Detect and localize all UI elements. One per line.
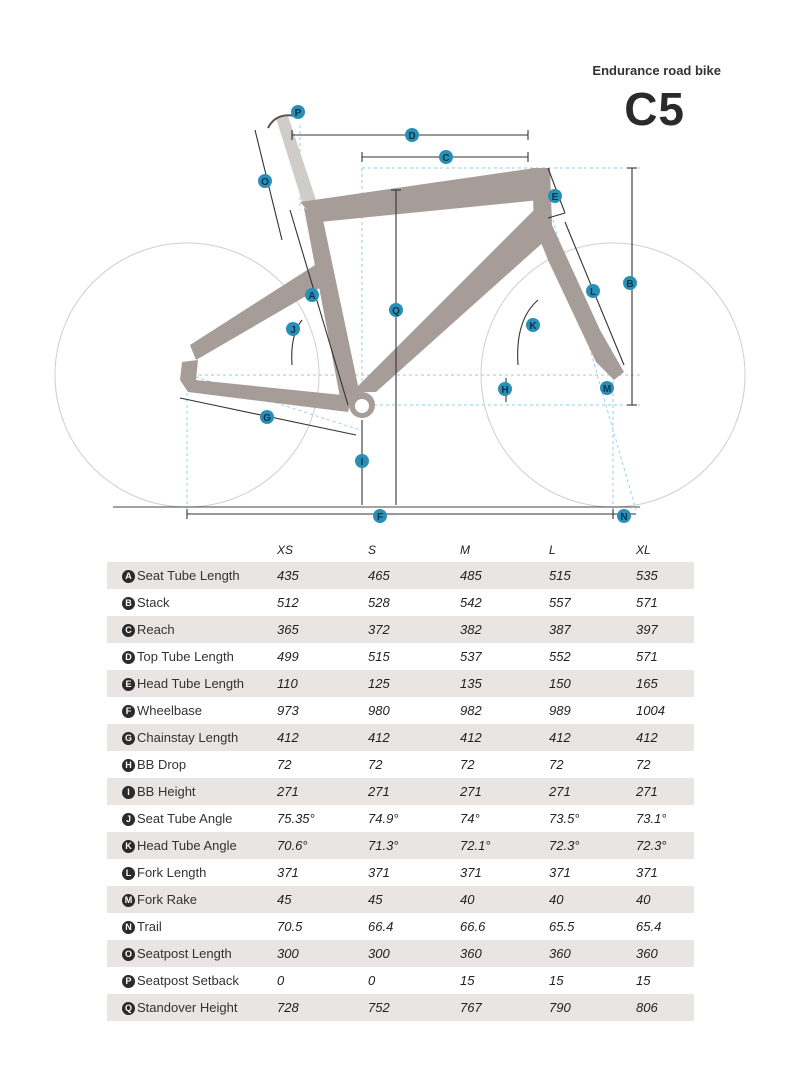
row-label-cell bbox=[107, 805, 277, 832]
value-cell: 74.9° bbox=[368, 811, 399, 826]
row-key-badge: H bbox=[122, 759, 135, 772]
row-key-badge: J bbox=[122, 813, 135, 826]
row-label: BB Height bbox=[137, 784, 196, 799]
value-cell: 371 bbox=[277, 865, 299, 880]
value-cell: 300 bbox=[368, 940, 460, 967]
row-label-cell bbox=[107, 643, 277, 670]
row-label: Trail bbox=[137, 919, 162, 934]
table-row bbox=[107, 940, 694, 967]
svg-text:M: M bbox=[602, 384, 612, 395]
svg-text:E: E bbox=[551, 192, 559, 203]
value-cell: 110 bbox=[277, 670, 368, 697]
row-label: Fork Length bbox=[137, 865, 207, 880]
value-cell: 15 bbox=[549, 973, 564, 988]
table-row bbox=[107, 589, 694, 616]
table-row bbox=[107, 832, 694, 859]
row-key-badge: E bbox=[122, 678, 135, 691]
row-label: Stack bbox=[137, 595, 170, 610]
value-cell: 1004 bbox=[636, 703, 665, 718]
table-row bbox=[107, 670, 694, 697]
value-cell: 72 bbox=[277, 757, 292, 772]
value-cell: 45 bbox=[368, 886, 460, 913]
table-row bbox=[107, 886, 694, 913]
value-cell: 512 bbox=[277, 595, 299, 610]
value-cell: 271 bbox=[636, 778, 694, 805]
row-label: Standover Height bbox=[137, 1000, 238, 1015]
value-cell: 271 bbox=[549, 778, 636, 805]
marker-p bbox=[291, 105, 305, 119]
subtitle: Endurance road bike bbox=[592, 63, 721, 78]
value-cell: 65.5 bbox=[549, 919, 575, 934]
value-cell: 535 bbox=[636, 562, 694, 589]
value-cell: 72.3° bbox=[636, 832, 694, 859]
frame bbox=[180, 168, 624, 418]
value-cell: 372 bbox=[368, 616, 460, 643]
value-cell: 571 bbox=[636, 595, 658, 610]
size-header: XL bbox=[636, 543, 651, 557]
row-label-cell bbox=[107, 589, 277, 616]
value-cell: 45 bbox=[277, 886, 368, 913]
row-label-cell bbox=[107, 670, 277, 697]
row-label-cell bbox=[107, 697, 277, 724]
value-cell: 40 bbox=[460, 886, 549, 913]
table-header-row bbox=[107, 538, 694, 562]
value-cell: 371 bbox=[549, 865, 571, 880]
table-row bbox=[107, 778, 694, 805]
value-cell: 767 bbox=[460, 994, 549, 1021]
row-label-cell bbox=[107, 940, 277, 967]
value-cell: 557 bbox=[549, 595, 571, 610]
svg-text:G: G bbox=[263, 413, 271, 424]
row-key-badge: P bbox=[122, 975, 135, 988]
value-cell: 728 bbox=[277, 994, 368, 1021]
value-cell: 0 bbox=[277, 973, 285, 988]
row-label-cell bbox=[107, 886, 277, 913]
row-key-badge: O bbox=[122, 948, 135, 961]
svg-text:B: B bbox=[626, 279, 634, 290]
value-cell: 65.4 bbox=[636, 919, 662, 934]
row-label-cell bbox=[107, 913, 277, 940]
value-cell: 135 bbox=[460, 670, 549, 697]
table-row bbox=[107, 697, 694, 724]
value-cell: 72.3° bbox=[549, 832, 636, 859]
row-key-badge: A bbox=[122, 570, 135, 583]
value-cell: 15 bbox=[636, 973, 651, 988]
value-cell: 73.5° bbox=[549, 811, 580, 826]
value-cell: 72 bbox=[368, 757, 383, 772]
row-label: Head Tube Angle bbox=[137, 838, 237, 853]
marker-m bbox=[600, 381, 614, 395]
marker-l bbox=[586, 284, 600, 298]
row-label: Fork Rake bbox=[137, 892, 197, 907]
row-key-badge: D bbox=[122, 651, 135, 664]
value-cell: 271 bbox=[277, 778, 368, 805]
row-label: Seat Tube Length bbox=[137, 568, 240, 583]
row-label: Wheelbase bbox=[137, 703, 203, 718]
value-cell: 360 bbox=[549, 940, 636, 967]
svg-text:H: H bbox=[501, 385, 509, 396]
row-key-badge: I bbox=[122, 786, 135, 799]
svg-text:Q: Q bbox=[392, 306, 400, 317]
value-cell: 271 bbox=[368, 778, 460, 805]
table-row bbox=[107, 724, 694, 751]
geometry-table bbox=[107, 538, 694, 1021]
value-cell: 66.6 bbox=[460, 919, 486, 934]
value-cell: 74° bbox=[460, 811, 480, 826]
row-key-badge: G bbox=[122, 732, 135, 745]
row-label: BB Drop bbox=[137, 757, 187, 772]
size-header: M bbox=[460, 543, 470, 557]
value-cell: 485 bbox=[460, 562, 549, 589]
marker-b bbox=[623, 276, 637, 290]
svg-text:D: D bbox=[408, 131, 416, 142]
size-header: L bbox=[549, 543, 556, 557]
value-cell: 360 bbox=[636, 940, 694, 967]
value-cell: 72 bbox=[549, 757, 564, 772]
marker-o bbox=[258, 174, 272, 188]
marker-c bbox=[439, 150, 453, 164]
row-label: Reach bbox=[137, 622, 175, 637]
value-cell: 387 bbox=[549, 616, 636, 643]
value-cell: 75.35° bbox=[277, 811, 315, 826]
size-header: XS bbox=[277, 543, 294, 557]
value-cell: 73.1° bbox=[636, 811, 667, 826]
value-cell: 70.6° bbox=[277, 832, 368, 859]
marker-k bbox=[526, 318, 540, 332]
value-cell: 528 bbox=[368, 595, 390, 610]
marker-j bbox=[286, 322, 300, 336]
value-cell: 752 bbox=[368, 994, 460, 1021]
value-cell: 371 bbox=[636, 865, 658, 880]
svg-text:L: L bbox=[589, 287, 597, 298]
row-label-cell bbox=[107, 859, 277, 886]
value-cell: 40 bbox=[636, 886, 694, 913]
value-cell: 515 bbox=[368, 649, 390, 664]
value-cell: 552 bbox=[549, 649, 571, 664]
svg-text:O: O bbox=[261, 177, 269, 188]
row-key-badge: B bbox=[122, 597, 135, 610]
geometry-diagram bbox=[0, 0, 800, 530]
marker-a bbox=[305, 288, 319, 302]
header-empty bbox=[107, 538, 277, 562]
table-row bbox=[107, 643, 694, 670]
value-cell: 980 bbox=[368, 703, 390, 718]
svg-text:K: K bbox=[529, 321, 537, 332]
row-key-badge: N bbox=[122, 921, 135, 934]
row-label-cell bbox=[107, 967, 277, 994]
table-row bbox=[107, 562, 694, 589]
value-cell: 806 bbox=[636, 994, 694, 1021]
value-cell: 71.3° bbox=[368, 832, 460, 859]
row-key-badge: Q bbox=[122, 1002, 135, 1015]
value-cell: 397 bbox=[636, 616, 694, 643]
svg-text:N: N bbox=[620, 512, 628, 523]
value-cell: 989 bbox=[549, 703, 571, 718]
marker-n bbox=[617, 509, 631, 523]
row-label-cell bbox=[107, 778, 277, 805]
bottom-bracket-hole bbox=[355, 399, 369, 413]
value-cell: 40 bbox=[549, 886, 636, 913]
row-label: Chainstay Length bbox=[137, 730, 239, 745]
seatpost bbox=[276, 116, 320, 214]
svg-text:P: P bbox=[294, 108, 302, 119]
value-cell: 15 bbox=[460, 973, 475, 988]
row-key-badge: C bbox=[122, 624, 135, 637]
marker-d bbox=[405, 128, 419, 142]
table-row bbox=[107, 859, 694, 886]
marker-q bbox=[389, 303, 403, 317]
svg-text:F: F bbox=[376, 512, 384, 523]
row-label: Seatpost Setback bbox=[137, 973, 239, 988]
marker-h bbox=[498, 382, 512, 396]
table-row bbox=[107, 805, 694, 832]
value-cell: 125 bbox=[368, 670, 460, 697]
value-cell: 412 bbox=[460, 724, 549, 751]
table-row bbox=[107, 967, 694, 994]
table-row bbox=[107, 751, 694, 778]
value-cell: 72 bbox=[636, 757, 651, 772]
value-cell: 165 bbox=[636, 670, 694, 697]
value-cell: 790 bbox=[549, 994, 636, 1021]
table-row bbox=[107, 994, 694, 1021]
table-row bbox=[107, 616, 694, 643]
value-cell: 542 bbox=[460, 595, 482, 610]
value-cell: 150 bbox=[549, 670, 636, 697]
value-cell: 973 bbox=[277, 703, 299, 718]
value-cell: 465 bbox=[368, 562, 460, 589]
value-cell: 515 bbox=[549, 562, 636, 589]
row-key-badge: F bbox=[122, 705, 135, 718]
row-label-cell bbox=[107, 751, 277, 778]
value-cell: 571 bbox=[636, 649, 658, 664]
value-cell: 271 bbox=[460, 778, 549, 805]
value-cell: 382 bbox=[460, 616, 549, 643]
value-cell: 982 bbox=[460, 703, 482, 718]
value-cell: 412 bbox=[277, 724, 368, 751]
svg-text:J: J bbox=[290, 325, 296, 336]
svg-text:A: A bbox=[308, 291, 316, 302]
marker-e bbox=[548, 189, 562, 203]
value-cell: 360 bbox=[460, 940, 549, 967]
value-cell: 0 bbox=[368, 973, 376, 988]
row-label-cell bbox=[107, 994, 277, 1021]
table-row bbox=[107, 913, 694, 940]
value-cell: 300 bbox=[277, 940, 368, 967]
marker-g bbox=[260, 410, 274, 424]
value-cell: 412 bbox=[549, 724, 636, 751]
svg-text:I: I bbox=[360, 457, 364, 468]
marker-i bbox=[355, 454, 369, 468]
value-cell: 412 bbox=[636, 724, 694, 751]
size-header: S bbox=[368, 543, 377, 557]
row-key-badge: M bbox=[122, 894, 135, 907]
value-cell: 537 bbox=[460, 649, 482, 664]
value-cell: 499 bbox=[277, 649, 299, 664]
value-cell: 72 bbox=[460, 757, 475, 772]
value-cell: 371 bbox=[368, 865, 390, 880]
row-label-cell bbox=[107, 562, 277, 589]
row-label-cell bbox=[107, 832, 277, 859]
row-label: Seat Tube Angle bbox=[137, 811, 233, 826]
value-cell: 365 bbox=[277, 616, 368, 643]
row-label: Top Tube Length bbox=[137, 649, 234, 664]
row-key-badge: K bbox=[122, 840, 135, 853]
value-cell: 371 bbox=[460, 865, 482, 880]
marker-f bbox=[373, 509, 387, 523]
row-label-cell bbox=[107, 724, 277, 751]
row-label-cell bbox=[107, 616, 277, 643]
value-cell: 412 bbox=[368, 724, 460, 751]
row-key-badge: L bbox=[122, 867, 135, 880]
value-cell: 72.1° bbox=[460, 832, 549, 859]
value-cell: 70.5 bbox=[277, 919, 303, 934]
value-cell: 435 bbox=[277, 562, 368, 589]
value-cell: 66.4 bbox=[368, 919, 394, 934]
row-label: Seatpost Length bbox=[137, 946, 232, 961]
row-label: Head Tube Length bbox=[137, 676, 244, 691]
svg-text:C: C bbox=[442, 153, 450, 164]
model-name: C5 bbox=[624, 83, 685, 135]
